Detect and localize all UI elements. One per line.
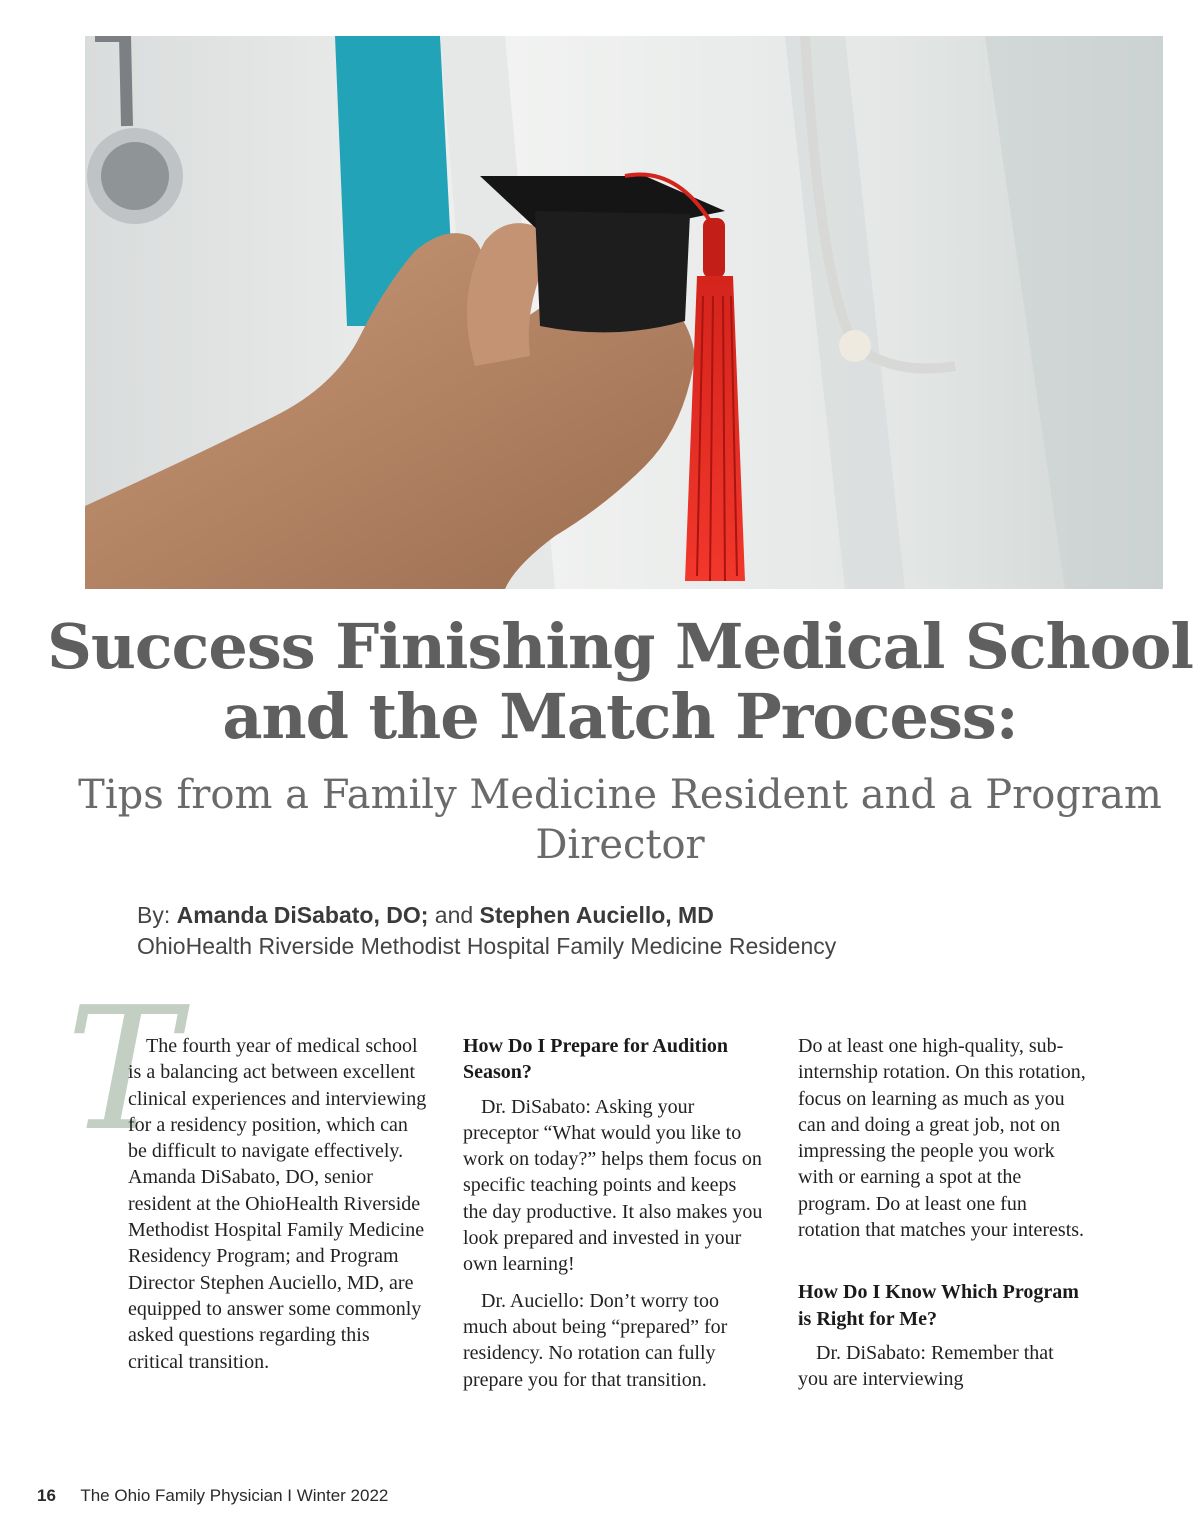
author-auciello: Stephen Auciello, MD <box>479 902 714 928</box>
drop-cap: T <box>66 971 180 1169</box>
intro-paragraph: The fourth year of medical school is a balancing act between excellent clinical experiences and interviewing for a residency position, which can be difficult to navigate effectively. Amanda DiSabato, DO, senior resident at the OhioHealth Riverside Methodist Hospital Family Medicine Residency Program; and Program Director Stephen Auciello, MD, are equipped to answer some commonly asked questions regarding this critical transition. <box>128 1035 427 1373</box>
column-2 <box>463 1033 763 1403</box>
paragraph-disabato-program: Dr. DiSabato: Remember that you are interviewing <box>798 1341 1054 1391</box>
page-footer <box>37 1486 388 1506</box>
hero-photo <box>85 36 1163 589</box>
section-heading-audition: How Do I Prepare for Audition Season? <box>463 1035 729 1084</box>
article-subtitle: Tips from a Family Medicine Resident and a Program Director <box>78 772 1162 868</box>
column-1 <box>128 1033 428 1385</box>
paragraph-subinternship: Do at least one high-quality, sub-internship rotation. On this rotation, focus on learning as much as you can and doing a great job, not on impressing the people you work with or earning a spot at the program. Do at least one fun rotation that matches your interests. <box>798 1035 1086 1242</box>
graduation-cap-photo <box>85 36 1163 589</box>
authors-line <box>137 900 1137 931</box>
article-title: Success Finishing Medical School and the Match Process: <box>47 610 1193 753</box>
author-disabato: Amanda DiSabato, DO; <box>176 902 429 928</box>
publication-name: The Ohio Family Physician I Winter 2022 <box>80 1486 389 1505</box>
paragraph-auciello-audition: Dr. Auciello: Don’t worry too much about being “prepared” for residency. No rotation can fully prepare you for that transition. <box>463 1289 728 1391</box>
author-affiliation: OhioHealth Riverside Methodist Hospital Family Medicine Residency <box>137 933 837 959</box>
byline-and: and <box>434 902 474 928</box>
column-3 <box>798 1033 1088 1403</box>
byline-prefix: By: <box>137 902 171 928</box>
byline <box>137 900 1137 962</box>
page-number: 16 <box>37 1486 56 1505</box>
paragraph-disabato-audition: Dr. DiSabato: Asking your preceptor “What would you like to work on today?” helps them focus on specific teaching points and keeps the day productive. It also makes you look prepared and invested in your own learning! <box>463 1095 763 1276</box>
section-heading-program: How Do I Know Which Program is Right for Me? <box>798 1281 1079 1330</box>
